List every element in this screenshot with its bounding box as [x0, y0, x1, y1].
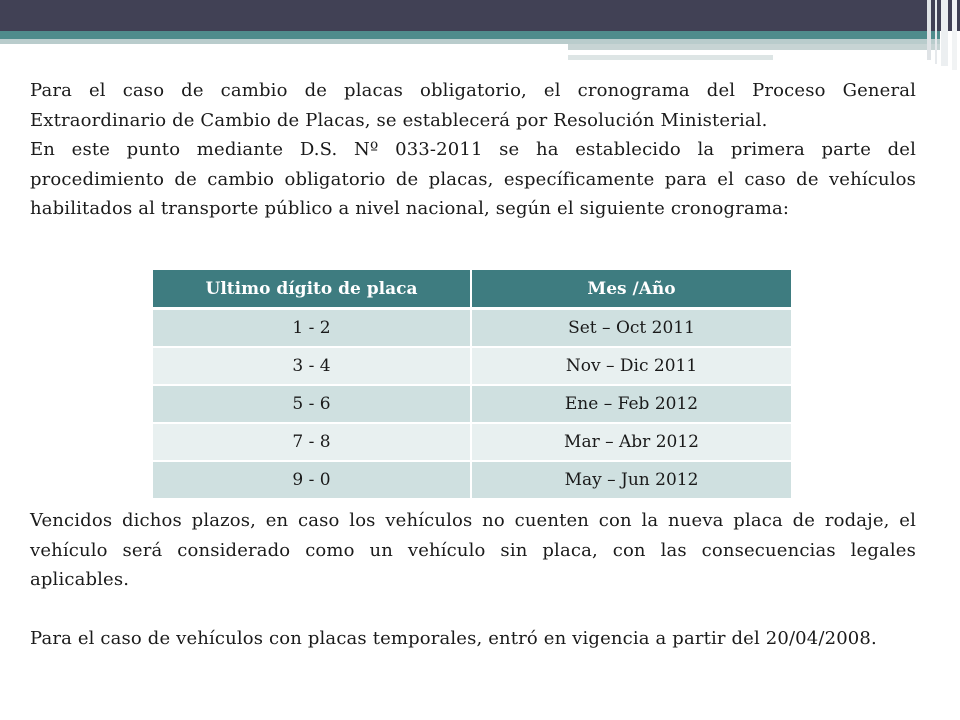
intro-line-decreto: En este punto mediante D.S. Nº 033-2011 se ha establecido la primera parte del procedimiento de cambio obligatorio de placas, específicamente para el caso de vehículos habilitados al transporte público a nivel nacional, según el siguiente cronograma: [30, 139, 916, 219]
column-header-month: Mes /Año [471, 270, 791, 309]
slide-corner-line [935, 0, 937, 64]
table-row [153, 461, 791, 499]
table-row [153, 385, 791, 423]
slide-header-bar [0, 0, 960, 31]
cell-month: May – Jun 2012 [471, 461, 791, 499]
slide-corner-line [927, 0, 931, 60]
column-header-digit: Ultimo dígito de placa [153, 270, 471, 309]
slide-header-segment [568, 50, 888, 53]
cell-month: Ene – Feb 2012 [471, 385, 791, 423]
cell-digit: 5 - 6 [153, 385, 471, 423]
intro-line-resolucion: Para el caso de cambio de placas obligatorio, el cronograma del Proceso General Extraordinario de Cambio de Placas, se establecerá por Resolución Ministerial. [30, 80, 916, 131]
intro-text [30, 76, 916, 224]
cell-digit: 3 - 4 [153, 347, 471, 385]
schedule-table [153, 270, 791, 500]
cell-month: Nov – Dic 2011 [471, 347, 791, 385]
table-row [153, 347, 791, 385]
table-header-row [153, 270, 791, 309]
slide-corner-line [952, 0, 957, 70]
table-row [153, 309, 791, 348]
deadline-paragraph: Vencidos dichos plazos, en caso los vehículos no cuenten con la nueva placa de rodaje, el vehículo será considerado como un vehículo sin placa, con las consecuencias legales aplicables. [30, 510, 916, 590]
cell-month: Set – Oct 2011 [471, 309, 791, 348]
cell-digit: 7 - 8 [153, 423, 471, 461]
temporary-plates-paragraph: Para el caso de vehículos con placas temporales, entró en vigencia a partir del 20/04/2008. [30, 628, 877, 649]
slide-header-segment [568, 55, 773, 60]
table-row [153, 423, 791, 461]
slide-header-accent [0, 31, 940, 39]
slide-corner-line [941, 0, 948, 66]
cell-digit: 9 - 0 [153, 461, 471, 499]
cell-month: Mar – Abr 2012 [471, 423, 791, 461]
cell-digit: 1 - 2 [153, 309, 471, 348]
